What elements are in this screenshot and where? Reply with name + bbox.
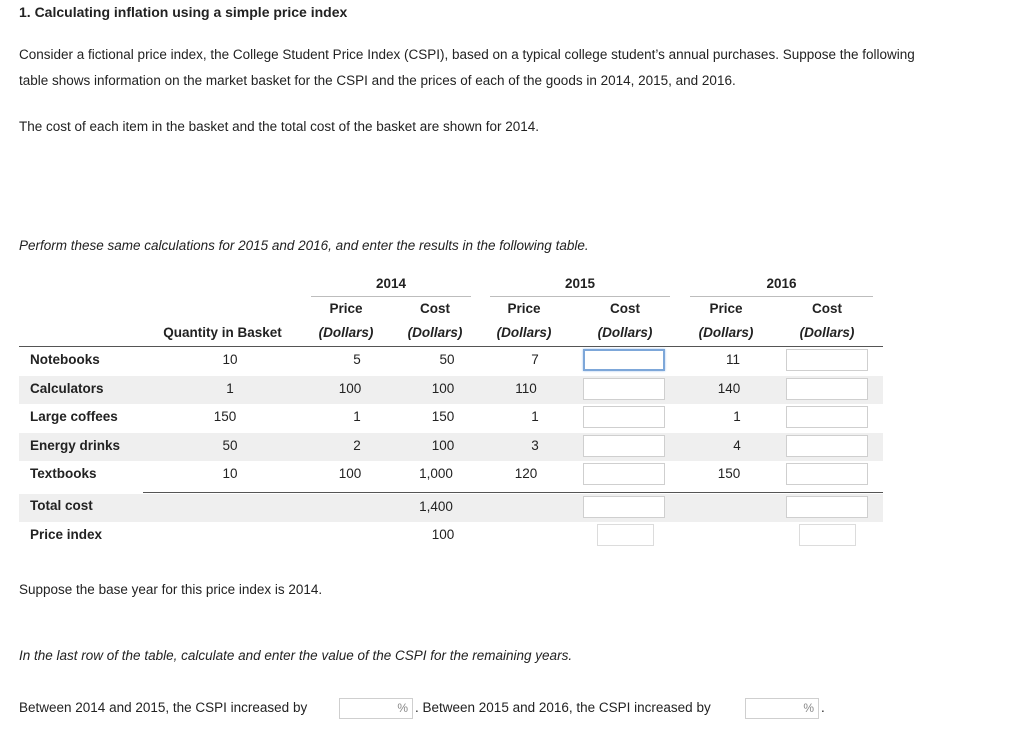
cost-2015-large-coffees-input[interactable] <box>583 406 665 428</box>
quantity-header: Quantity in Basket <box>163 325 282 340</box>
cost-2016-calculators-input[interactable] <box>786 378 868 400</box>
price-2015-notebooks: 7 <box>531 352 539 367</box>
increase-sentence-part2: . Between 2015 and 2016, the CSPI increased by <box>415 700 711 715</box>
cost-2014-header: Cost <box>420 301 450 316</box>
price-index-label: Price index <box>30 527 103 542</box>
cost-2015-header: Cost <box>610 301 640 316</box>
price-2016-notebooks: 11 <box>725 352 740 367</box>
intro-line-1: Consider a fictional price index, the College Student Price Index (CSPI), based on a typical college student’s annual purchases. Suppose the following <box>19 47 915 62</box>
price-2015-header: Price <box>507 301 541 316</box>
price-2015-textbooks: 120 <box>514 466 538 481</box>
row-label-energy-drinks: Energy drinks <box>30 438 121 453</box>
qty-large-coffees: 150 <box>213 409 237 424</box>
total-cost-2016-input[interactable] <box>786 496 868 518</box>
percent-symbol: % <box>803 701 814 715</box>
price-2014-large-coffees: 1 <box>353 409 361 424</box>
cost-2014-notebooks: 50 <box>439 352 455 367</box>
price-2015-calculators: 110 <box>515 381 537 396</box>
last-row-note: In the last row of the table, calculate and enter the value of the CSPI for the remaining years. <box>19 648 573 663</box>
price-2016-energy-drinks: 4 <box>733 438 741 453</box>
total-cost-2014: 1,400 <box>419 499 453 514</box>
cost-2016-large-coffees-input[interactable] <box>786 406 868 428</box>
cost-2016-notebooks-input[interactable] <box>786 349 868 371</box>
total-cost-2015-input[interactable] <box>583 496 665 518</box>
cost-2015-notebooks-input[interactable] <box>583 349 665 371</box>
base-year-note: Suppose the base year for this price index is 2014. <box>19 582 323 597</box>
price-2014-notebooks: 5 <box>353 352 361 367</box>
price-index-2014: 100 <box>431 527 455 542</box>
cost-2015-energy-drinks-input[interactable] <box>583 435 665 457</box>
sentence-end: . <box>821 700 825 715</box>
price-2015-units: (Dollars) <box>496 325 552 340</box>
qty-energy-drinks: 50 <box>222 438 238 453</box>
row-label-notebooks: Notebooks <box>30 352 100 367</box>
cost-2016-header: Cost <box>812 301 842 316</box>
price-2015-large-coffees: 1 <box>531 409 539 424</box>
year-2015-header: 2015 <box>564 276 596 291</box>
row-label-textbooks: Textbooks <box>30 466 97 481</box>
price-2014-header: Price <box>329 301 363 316</box>
price-2014-energy-drinks: 2 <box>353 438 361 453</box>
price-2016-units: (Dollars) <box>698 325 754 340</box>
row-label-calculators: Calculators <box>30 381 104 396</box>
cost-2014-units: (Dollars) <box>407 325 463 340</box>
price-2014-units: (Dollars) <box>318 325 374 340</box>
price-2016-textbooks: 150 <box>717 466 741 481</box>
year-2014-rule <box>311 296 471 297</box>
year-2014-header: 2014 <box>375 276 407 291</box>
header-rule <box>19 346 883 347</box>
qty-textbooks: 10 <box>222 466 238 481</box>
qty-notebooks: 10 <box>222 352 238 367</box>
percent-symbol: % <box>397 701 408 715</box>
cost-2015-textbooks-input[interactable] <box>583 463 665 485</box>
price-index-2015-input[interactable] <box>597 524 654 546</box>
cost-2015-units: (Dollars) <box>597 325 653 340</box>
price-2016-large-coffees: 1 <box>733 409 741 424</box>
qty-calculators: 1 <box>226 381 234 396</box>
cost-2016-energy-drinks-input[interactable] <box>786 435 868 457</box>
year-2016-rule <box>690 296 873 297</box>
total-cost-label: Total cost <box>30 498 93 513</box>
intro-line-2: table shows information on the market basket for the CSPI and the prices of each of the goods in 2014, 2015, and 2016. <box>19 73 736 88</box>
year-2016-header: 2016 <box>766 276 797 291</box>
price-2014-textbooks: 100 <box>338 466 362 481</box>
page-title: 1. Calculating inflation using a simple price index <box>19 4 348 20</box>
cost-2014-calculators: 100 <box>431 381 455 396</box>
year-2015-rule <box>490 296 670 297</box>
cost-2014-textbooks: 1,000 <box>419 466 453 481</box>
total-rule <box>143 492 883 493</box>
perform-note: Perform these same calculations for 2015 and 2016, and enter the results in the following table. <box>19 238 589 253</box>
price-2016-calculators: 140 <box>717 381 741 396</box>
price-2015-energy-drinks: 3 <box>531 438 539 453</box>
cost-2014-energy-drinks: 100 <box>431 438 455 453</box>
cost-2016-textbooks-input[interactable] <box>786 463 868 485</box>
cost-2014-large-coffees: 150 <box>431 409 455 424</box>
increase-2015-2016-input[interactable] <box>745 698 819 719</box>
row-label-large-coffees: Large coffees <box>30 409 118 424</box>
price-2014-calculators: 100 <box>338 381 362 396</box>
cost-note: The cost of each item in the basket and the total cost of the basket are shown for 2014. <box>19 119 540 134</box>
price-index-2016-input[interactable] <box>799 524 856 546</box>
increase-sentence-part1: Between 2014 and 2015, the CSPI increased by <box>19 700 308 715</box>
increase-2014-2015-input[interactable] <box>339 698 413 719</box>
price-2016-header: Price <box>709 301 743 316</box>
cost-2016-units: (Dollars) <box>799 325 855 340</box>
cost-2015-calculators-input[interactable] <box>583 378 665 400</box>
